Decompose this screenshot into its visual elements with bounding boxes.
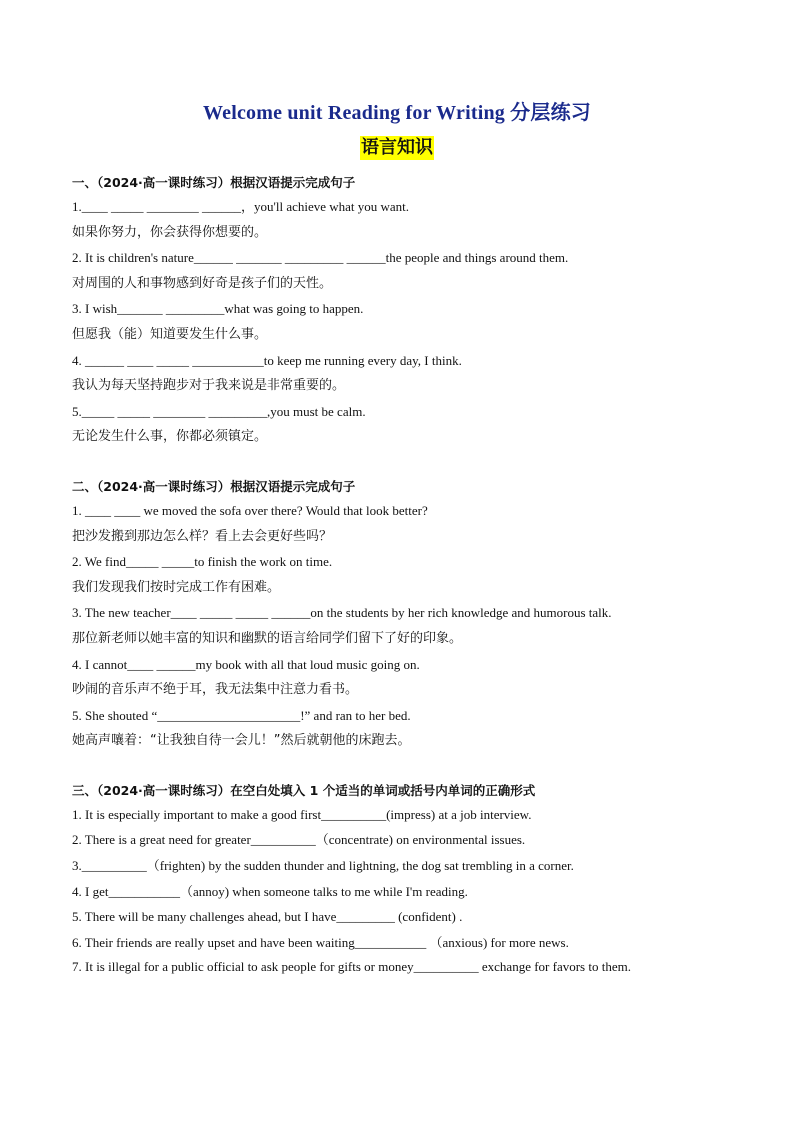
hint-line: 她高声嚷着：“让我独自待一会儿！”然后就朝他的床跑去。 xyxy=(72,733,411,749)
question-line: 2. There is a great need for greater__________（concentrate) on environmental issues. xyxy=(72,832,526,848)
question-line: 5._____ _____ ________ _________,you must be calm. xyxy=(72,403,366,419)
question-line: 3. The new teacher____ _____ _____ ______on the students by her rich knowledge and humorous talk. xyxy=(72,605,612,621)
spacer xyxy=(72,754,732,780)
question-line: 7. It is illegal for a public official to ask people for gifts or money__________ exchange for favors to them. xyxy=(72,959,631,975)
question-line: 3. I wish_______ _________what was going to happen. xyxy=(72,301,364,317)
question-line: 2. It is children's nature______ _______ _________ ______the people and things around them. xyxy=(72,250,569,266)
hint-line: 我认为每天坚持跑步对于我来说是非常重要的。 xyxy=(72,378,346,394)
content xyxy=(72,172,732,979)
hint-line: 把沙发搬到那边怎么样？看上去会更好些吗？ xyxy=(72,528,333,544)
hint-line: 但愿我（能）知道要发生什么事。 xyxy=(72,326,268,342)
hint-line: 如果你努力，你会获得你想要的。 xyxy=(72,224,268,240)
question-line: 5. She shouted “______________________!” and ran to her bed. xyxy=(72,707,411,723)
question-line: 2. We find_____ _____to finish the work on time. xyxy=(72,554,333,570)
section-2 xyxy=(72,476,732,754)
section-heading: 二、（2024·高一课时练习）根据汉语提示完成句子 xyxy=(72,478,356,494)
hint-line: 我们发现我们按时完成工作有困难。 xyxy=(72,579,281,595)
question-line: 5. There will be many challenges ahead, but I have_________ (confident) . xyxy=(72,909,463,925)
subtitle-wrap xyxy=(0,136,794,160)
question-line: 1. It is especially important to make a good first__________(impress) at a job interview. xyxy=(72,806,532,822)
question-line: 6. Their friends are really upset and have been waiting___________ （anxious) for more news. xyxy=(72,934,569,950)
section-3 xyxy=(72,780,732,980)
question-line: 3.__________（frighten) by the sudden thunder and lightning, the dog sat trembling in a corner. xyxy=(72,858,574,874)
page-title: Welcome unit Reading for Writing 分层练习 xyxy=(203,102,591,124)
question-line: 4. I get___________（annoy) when someone talks to me while I'm reading. xyxy=(72,883,468,899)
question-line: 1. ____ ____ we moved the sofa over there? Would that look better? xyxy=(72,502,428,518)
section-heading: 一、（2024·高一课时练习）根据汉语提示完成句子 xyxy=(72,175,356,190)
hint-line: 那位新老师以她丰富的知识和幽默的语言给同学们留下了好的印象。 xyxy=(72,630,463,646)
question-line: 4. ______ ____ _____ ___________to keep me running every day, I think. xyxy=(72,352,462,368)
spacer xyxy=(72,450,732,476)
hint-line: 对周围的人和事物感到好奇是孩子们的天性。 xyxy=(72,275,333,291)
question-line: 4. I cannot____ ______my book with all that loud music going on. xyxy=(72,656,420,672)
hint-line: 无论发生什么事，你都必须镇定。 xyxy=(72,429,268,445)
section-subtitle: 语言知识 xyxy=(361,137,433,158)
hint-line: 吵闹的音乐声不绝于耳，我无法集中注意力看书。 xyxy=(72,682,359,698)
question-line: 1.____ _____ ________ ______，you'll achieve what you want. xyxy=(72,199,410,214)
section-heading: 三、（2024·高一课时练习）在空白处填入 1 个适当的单词或括号内单词的正确形式 xyxy=(72,782,536,798)
section-1 xyxy=(72,172,732,450)
